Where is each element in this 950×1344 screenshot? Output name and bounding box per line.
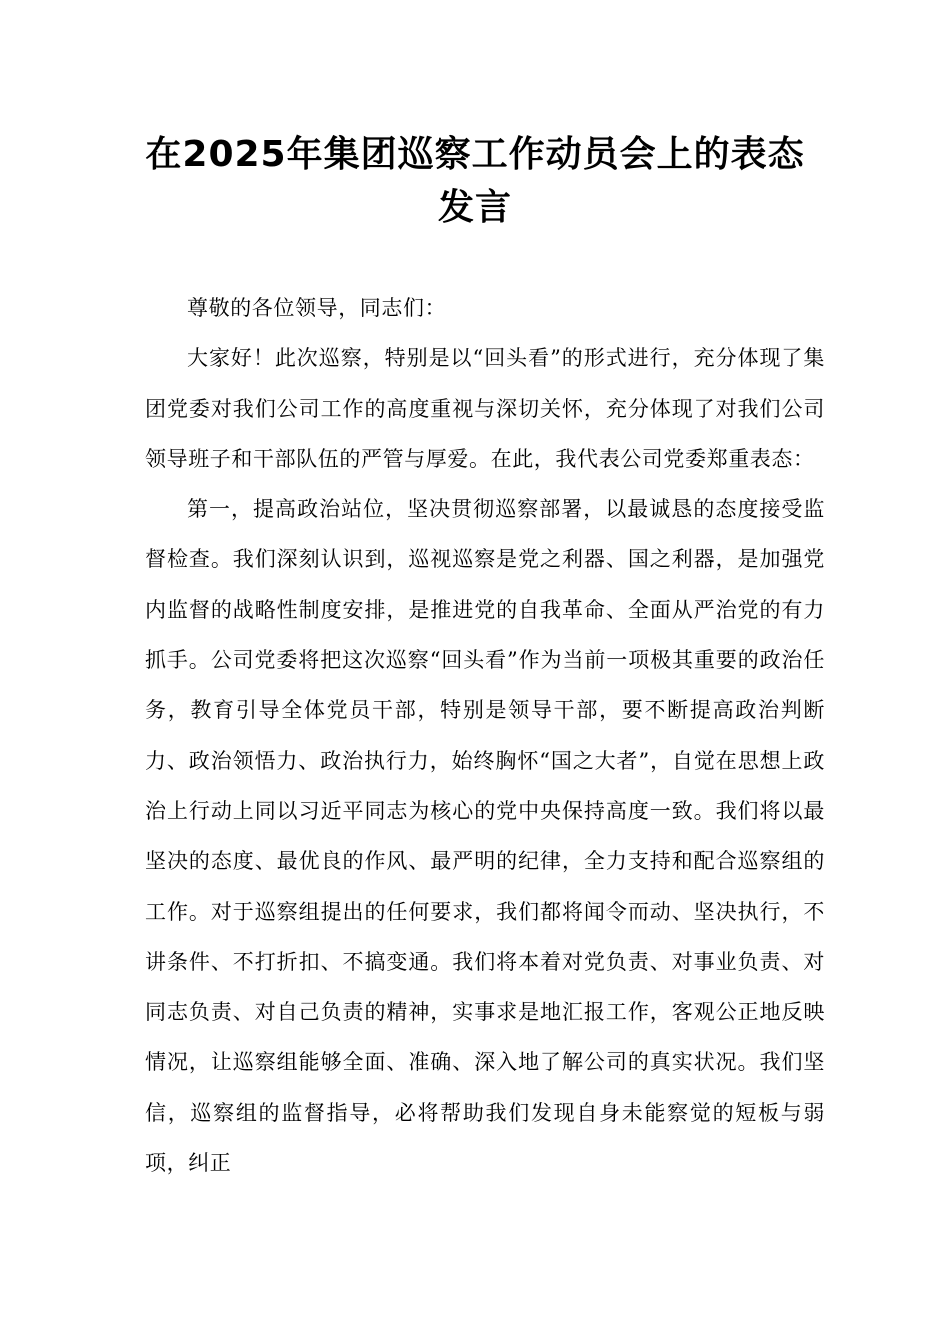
paragraph-opening: 大家好！此次巡察，特别是以“回头看”的形式进行，充分体现了集团党委对我们公司工作的高度重视与深切关怀，充分体现了对我们公司领导班子和干部队伍的严管与厚爱。在此，我代表公司党委郑重表态：: [145, 346, 825, 471]
paragraph-first-point: 第一，提高政治站位，坚决贯彻巡察部署，以最诚恳的态度接受监督检查。我们深刻认识到，巡视巡察是党之利器、国之利器，是加强党内监督的战略性制度安排，是推进党的自我革命、全面从严治党的有力抓手。公司党委将把这次巡察“回头看”作为当前一项极其重要的政治任务，教育引导全体党员干部，特别是领导干部，要不断提高政治判断力、政治领悟力、政治执行力，始终胸怀“国之大者”，自觉在思想上政治上行动上同以习近平同志为核心的党中央保持高度一致。我们将以最坚决的态度、最优良的作风、最严明的纪律，全力支持和配合巡察组的工作。对于巡察组提出的任何要求，我们都将闻令而动、坚决执行，不讲条件、不打折扣、不搞变通。我们将本着对党负责、对事业负责、对同志负责、对自己负责的精神，实事求是地汇报工作，客观公正地反映情况，让巡察组能够全面、准确、深入地了解公司的真实状况。我们坚信，巡察组的监督指导，必将帮助我们发现自身未能察觉的短板与弱项，纠正: [145, 497, 825, 1176]
document-title: 在2025年集团巡察工作动员会上的表态发言: [145, 134, 805, 228]
salutation: 尊敬的各位领导，同志们：: [187, 296, 447, 320]
document-body: [145, 283, 825, 1188]
